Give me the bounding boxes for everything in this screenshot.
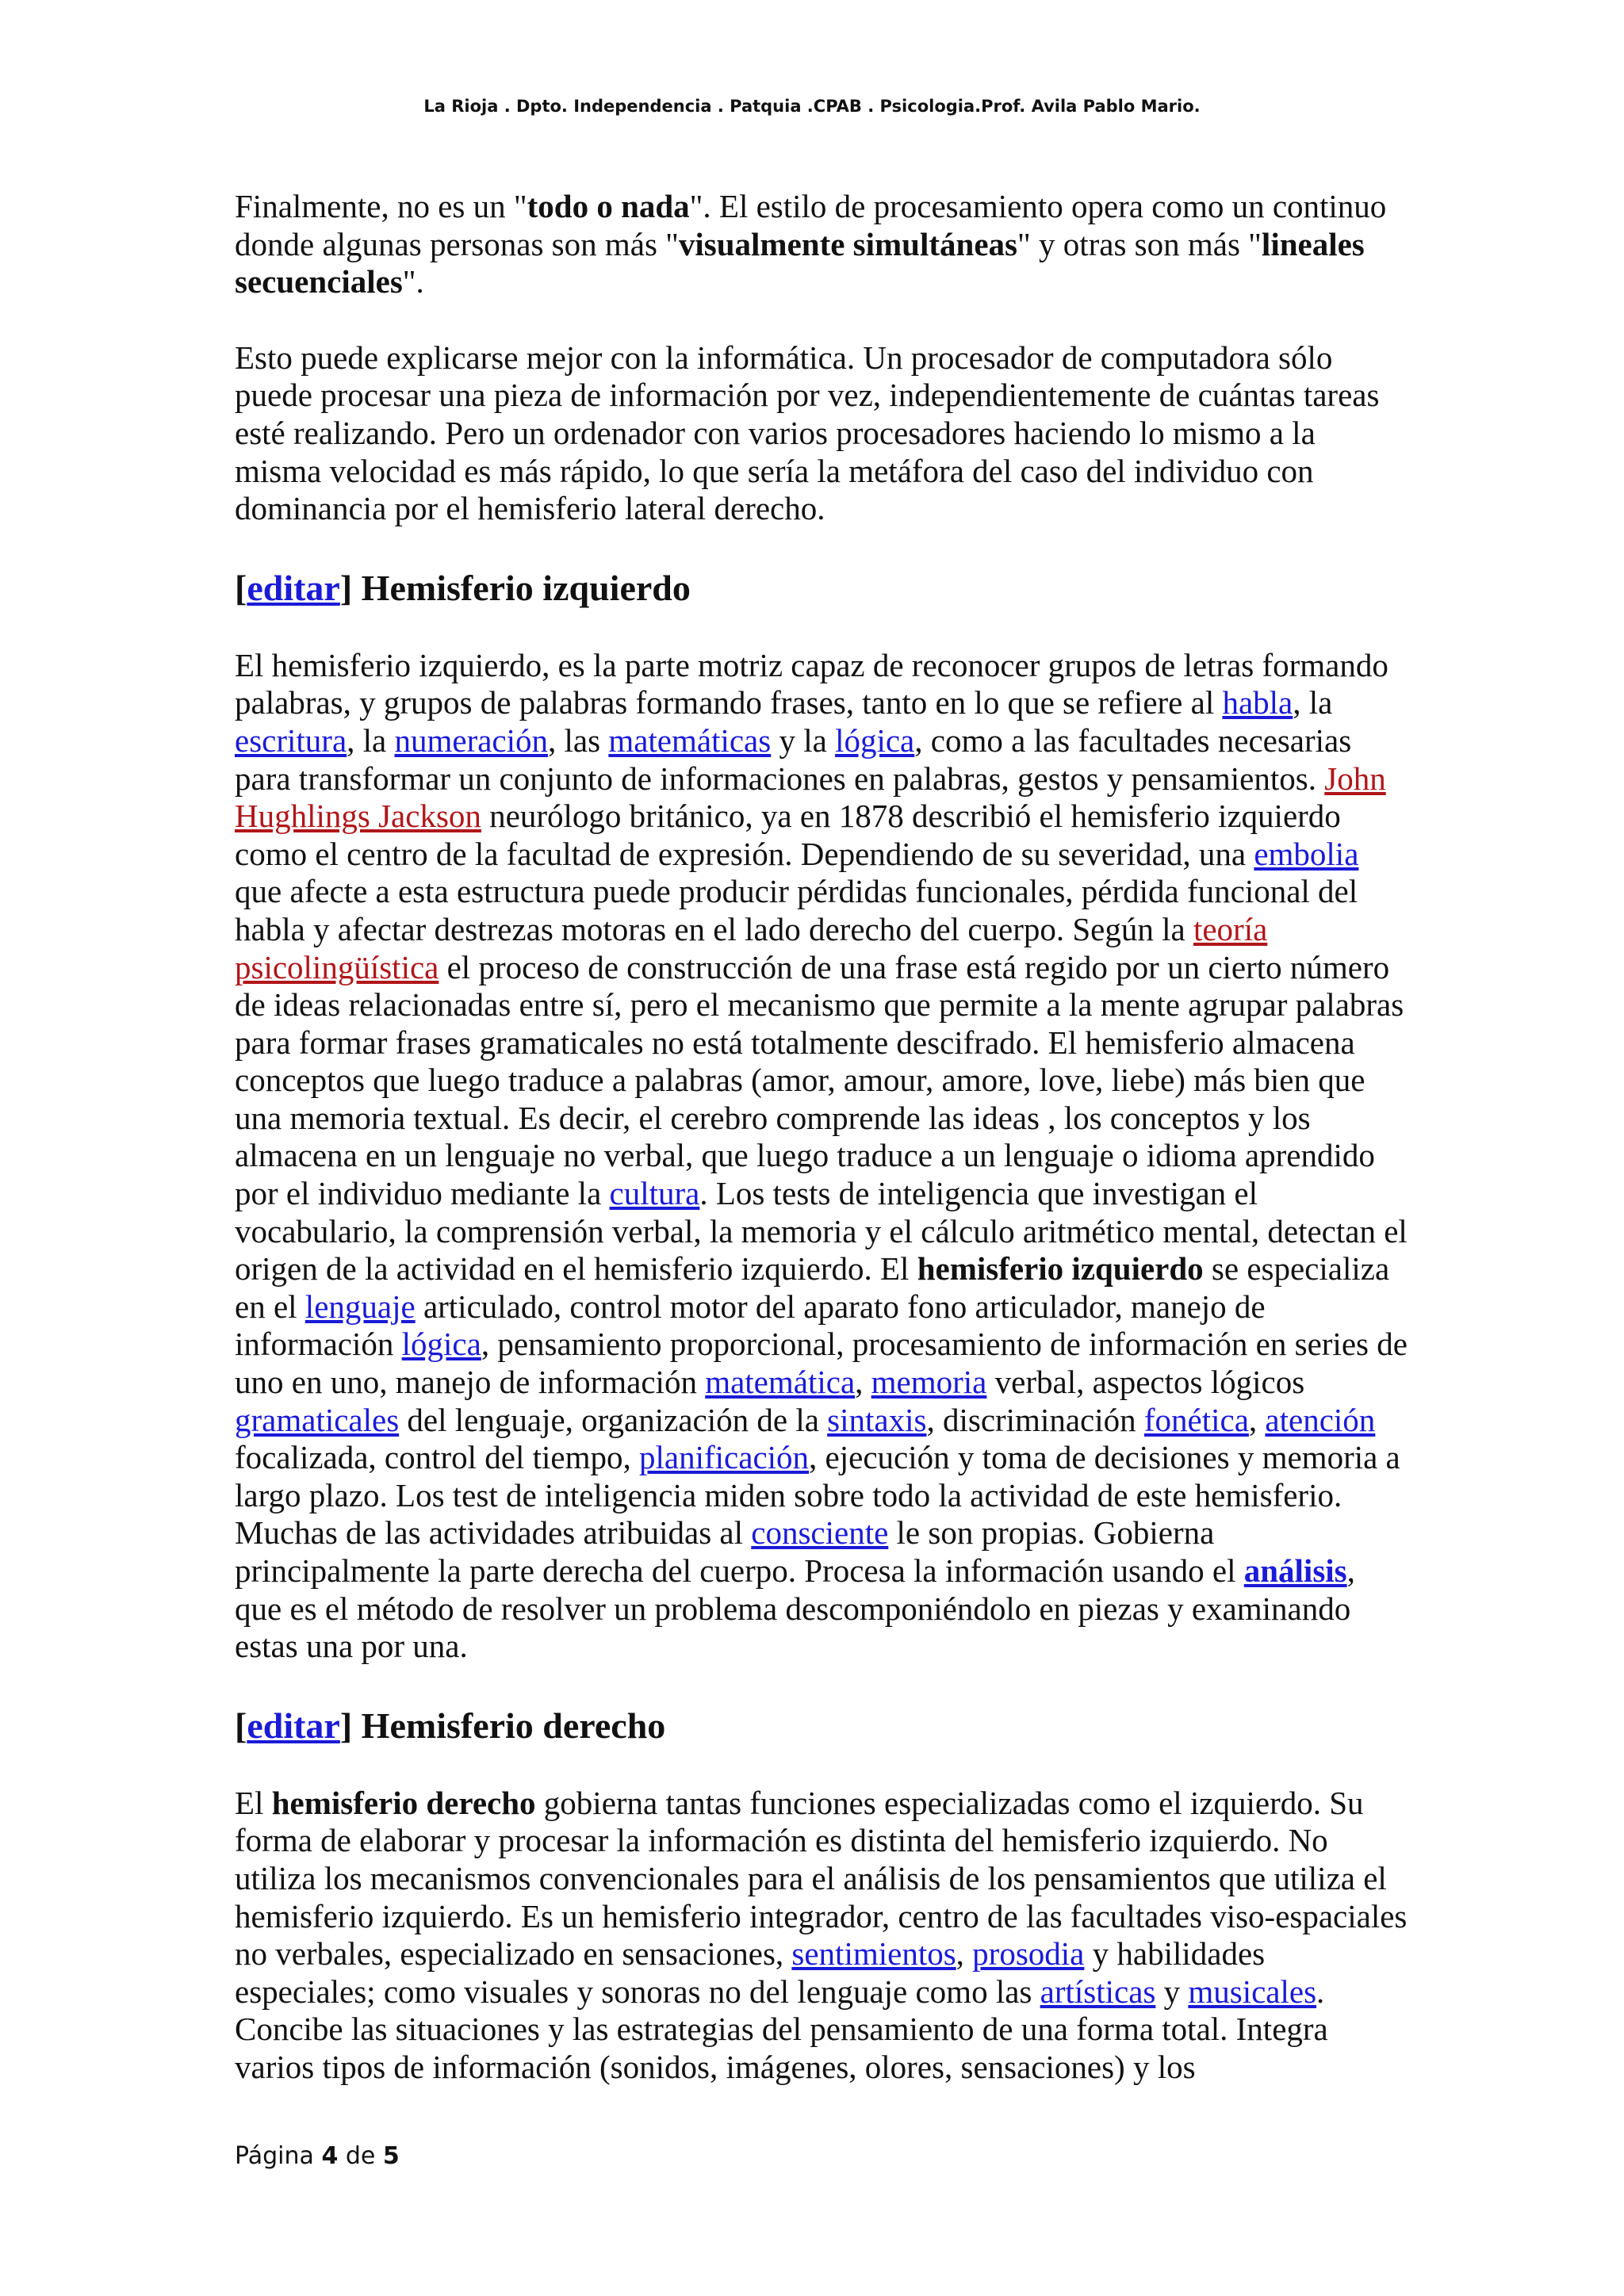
bold-text: todo o nada (527, 188, 690, 224)
link-lenguaje[interactable]: lenguaje (304, 1288, 416, 1325)
link-habla[interactable]: habla (1222, 684, 1293, 721)
text: y la (771, 721, 836, 759)
text: ". (402, 263, 424, 300)
link-matematica[interactable]: matemática (705, 1364, 856, 1401)
heading-hemisferio-derecho (235, 1704, 1408, 1748)
bold-text: visualmente simultáneas (678, 225, 1017, 262)
text: el proceso de construcción de una frase está regido por un cierto número de ideas relacionadas entre sí, pero el mecanismo que permite a la mente agrupar palabras para formar frases gramaticales no está totalmente descifrado. El hemisferio almacena conceptos que luego traduce a palabras (amor, amour, amore, love, liebe) más bien que una memoria textual. Es decir, el cerebro comprende las ideas , los conceptos y los almacena en un lenguaje no verbal, que luego traduce a un lenguaje o idioma aprendido por el individuo mediante la (235, 948, 1404, 1212)
text: , la (347, 721, 395, 759)
text: , discriminación (926, 1401, 1144, 1438)
text: gobierna tantas funciones especializadas como el izquierdo. Su forma de elaborar y procesar la información es distinta del hemisferio izquierdo. No utiliza los mecanismos convencionales para el análisis de los pensamientos que utiliza el hemisferio izquierdo. Es un hemisferio integrador, centro de las facultades viso-espaciales no verbales, especializado en sensaciones, (235, 1784, 1408, 1973)
text: y (1155, 1973, 1189, 2010)
text: El (235, 1784, 272, 1821)
link-sintaxis[interactable]: sintaxis (827, 1401, 927, 1438)
paragraph-continuum (235, 188, 1408, 301)
edit-link[interactable]: editar (247, 1705, 340, 1746)
link-logica[interactable]: lógica (835, 721, 915, 759)
heading-hemisferio-izquierdo (235, 566, 1408, 610)
text: , como a las facultades necesarias para transformar un conjunto de informaciones en palabras, gestos y pensamientos. (235, 721, 1352, 797)
document-body (235, 188, 1408, 2125)
text: neurólogo británico, ya en 1878 describió el hemisferio izquierdo como el centro de la facultad de expresión. Dependiendo de su severidad, una (235, 798, 1341, 872)
text: El hemisferio izquierdo, es la parte motriz capaz de reconocer grupos de letras formando palabras, y grupos de palabras formando frases, tanto en lo que se refiere al (235, 646, 1388, 721)
link-teoria-psicolinguistica[interactable]: teoría psicolingüística (235, 910, 1268, 985)
paragraph-informatica: Esto puede explicarse mejor con la informática. Un procesador de computadora sólo puede procesar una pieza de información por vez, independientemente de cuántas tareas esté realizando. Pero un ordenador con varios procesadores haciendo lo mismo a la misma velocidad es más rápido, lo que sería la metáfora del caso del individuo con dominancia por el hemisferio lateral derecho. (235, 339, 1380, 527)
link-logica[interactable]: lógica (401, 1326, 481, 1363)
text: Finalmente, no es un " (235, 188, 527, 224)
link-sentimientos[interactable]: sentimientos (791, 1935, 956, 1973)
text: se especializa en el (235, 1250, 1390, 1325)
edit-link[interactable]: editar (247, 567, 340, 608)
link-artisticas[interactable]: artísticas (1040, 1973, 1156, 2010)
footer-label: Página (235, 2142, 314, 2170)
bracket: [ (235, 567, 247, 608)
section-title: Hemisferio derecho (361, 1705, 666, 1746)
link-musicales[interactable]: musicales (1188, 1973, 1317, 2010)
bracket: [ (235, 1705, 247, 1746)
text: le son propias. Gobierna principalmente la parte derecha del cuerpo. Procesa la información usando el (235, 1514, 1244, 1589)
bold-text: hemisferio izquierdo (917, 1250, 1204, 1288)
link-fonetica[interactable]: fonética (1143, 1401, 1249, 1438)
link-gramaticales[interactable]: gramaticales (235, 1401, 400, 1438)
link-memoria[interactable]: memoria (871, 1364, 987, 1401)
text: , que es el método de resolver un problema descomponiéndolo en piezas y examinando estas una por una. (235, 1552, 1355, 1665)
link-john-hughlings-jackson[interactable]: John Hughlings Jackson (235, 760, 1386, 835)
link-matematicas[interactable]: matemáticas (608, 721, 772, 759)
link-planificacion[interactable]: planificación (639, 1439, 810, 1476)
paragraph-hemisferio-derecho (235, 1785, 1408, 2087)
text: que afecte a esta estructura puede producir pérdidas funcionales, pérdida funcional del habla y afectar destrezas motoras en el lado derecho del cuerpo. Según la (235, 873, 1358, 947)
text: y habilidades especiales; como visuales y sonoras no del lenguaje como las (235, 1935, 1266, 2010)
paragraph-hemisferio-izquierdo (235, 647, 1408, 1666)
link-prosodia[interactable]: prosodia (972, 1935, 1085, 1973)
page-footer (235, 2142, 400, 2170)
footer-separator: de (345, 2142, 376, 2170)
link-cultura[interactable]: cultura (609, 1175, 700, 1212)
bracket: ] (339, 1705, 362, 1746)
text: ". El estilo de procesamiento opera como un continuo donde algunas personas son más " (235, 188, 1387, 262)
text: , (855, 1364, 871, 1401)
bold-text: hemisferio derecho (271, 1784, 536, 1821)
link-atencion[interactable]: atención (1265, 1401, 1376, 1438)
text: del lenguaje, organización de la (399, 1401, 828, 1438)
text: , (956, 1935, 973, 1973)
text: , la (1293, 684, 1333, 721)
link-consciente[interactable]: consciente (751, 1514, 889, 1552)
text: . Concibe las situaciones y las estrategias del pensamiento de una forma total. Integra varios tipos de información (sonidos, imágenes, olores, sensaciones) y los (235, 1973, 1328, 2085)
text: , pensamiento proporcional, procesamiento de información en series de uno en uno, manejo de información (235, 1326, 1408, 1401)
text: " y otras son más " (1017, 225, 1262, 262)
link-embolia[interactable]: embolia (1254, 835, 1359, 872)
page-header: La Rioja . Dpto. Independencia . Patquia .CPAB . Psicologia.Prof. Avila Pablo Mario. (423, 97, 1201, 116)
current-page-number: 4 (321, 2142, 339, 2170)
link-numeracion[interactable]: numeración (394, 721, 549, 759)
text: . Los tests de inteligencia que investigan el vocabulario, la comprensión verbal, la memoria y el cálculo aritmético mental, detectan el origen de la actividad en el hemisferio izquierdo. El (235, 1175, 1408, 1288)
section-title: Hemisferio izquierdo (361, 567, 691, 608)
total-pages-number: 5 (382, 2142, 400, 2170)
bold-text: lineales secuenciales (235, 225, 1365, 300)
text: , las (548, 721, 609, 759)
bracket: ] (339, 567, 362, 608)
text: focalizada, control del tiempo, (235, 1439, 640, 1476)
text: , (1248, 1401, 1266, 1438)
link-analisis[interactable]: análisis (1243, 1552, 1347, 1589)
link-escritura[interactable]: escritura (235, 721, 347, 759)
text: articulado, control motor del aparato fono articulador, manejo de información (235, 1288, 1266, 1363)
text: verbal, aspectos lógicos (986, 1364, 1305, 1401)
text: , ejecución y toma de decisiones y memoria a largo plazo. Los test de inteligencia miden sobre todo la actividad de este hemisferio. Muchas de las actividades atribuidas al (235, 1439, 1400, 1552)
